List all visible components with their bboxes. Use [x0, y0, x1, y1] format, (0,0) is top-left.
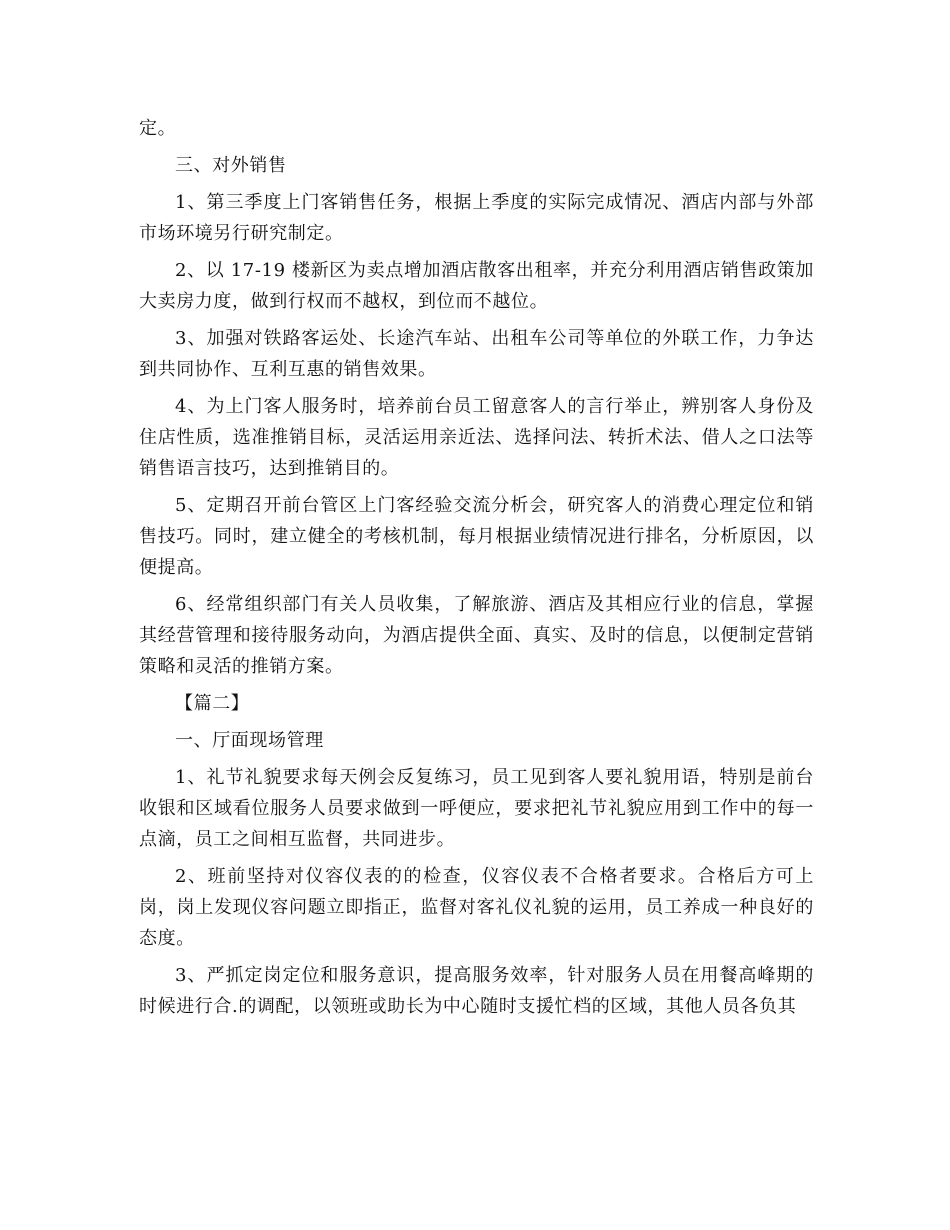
paragraph-item-4: 4、为上门客人服务时，培养前台员工留意客人的言行举止，辨别客人身份及住店性质，选准推销目标，灵活运用亲近法、选择问法、转折术法、借人之口法等销售语言技巧，达到推销目的。 — [139, 396, 814, 479]
paragraph-floor-item-3: 3、严抓定岗定位和服务意识，提高服务效率，针对服务人员在用餐高峰期的时候进行合.的调配，以领班或助长为中心随时支援忙档的区域，其他人员各负其 — [139, 965, 814, 1017]
section-heading-external-sales: 三、对外销售 — [175, 155, 287, 176]
paragraph-item-6: 6、经常组织部门有关人员收集，了解旅游、酒店及其相应行业的信息，掌握其经营管理和接待服务动向，为酒店提供全面、真实、及时的信息，以便制定营销策略和灵活的推销方案。 — [139, 594, 814, 677]
paragraph-item-2: 2、以 17-19 楼新区为卖点增加酒店散客出租率，并充分利用酒店销售政策加大卖房力度，做到行权而不越权，到位而不越位。 — [139, 260, 814, 312]
document-body — [139, 113, 814, 1028]
section-heading-floor-management: 一、厅面现场管理 — [175, 730, 324, 751]
paragraph-continuation: 定。 — [139, 118, 177, 139]
section-heading-part-two: 【篇二】 — [175, 693, 250, 714]
paragraph-item-3: 3、加强对铁路客运处、长途汽车站、出租车公司等单位的外联工作，力争达到共同协作、互利互惠的销售效果。 — [139, 328, 814, 380]
paragraph-item-5: 5、定期召开前台管区上门客经验交流分析会，研究客人的消费心理定位和销售技巧。同时，建立健全的考核机制，每月根据业绩情况进行排名，分析原因，以便提高。 — [139, 495, 814, 578]
paragraph-item-1: 1、第三季度上门客销售任务，根据上季度的实际完成情况、酒店内部与外部市场环境另行研究制定。 — [139, 192, 814, 244]
paragraph-floor-item-2: 2、班前坚持对仪容仪表的的检查，仪容仪表不合格者要求。合格后方可上岗，岗上发现仪容问题立即指正，监督对客礼仪礼貌的运用，员工养成一种良好的态度。 — [139, 866, 814, 949]
paragraph-floor-item-1: 1、礼节礼貌要求每天例会反复练习，员工见到客人要礼貌用语，特别是前台收银和区域看位服务人员要求做到一呼便应，要求把礼节礼貌应用到工作中的每一点滴，员工之间相互监督，共同进步。 — [139, 767, 814, 850]
